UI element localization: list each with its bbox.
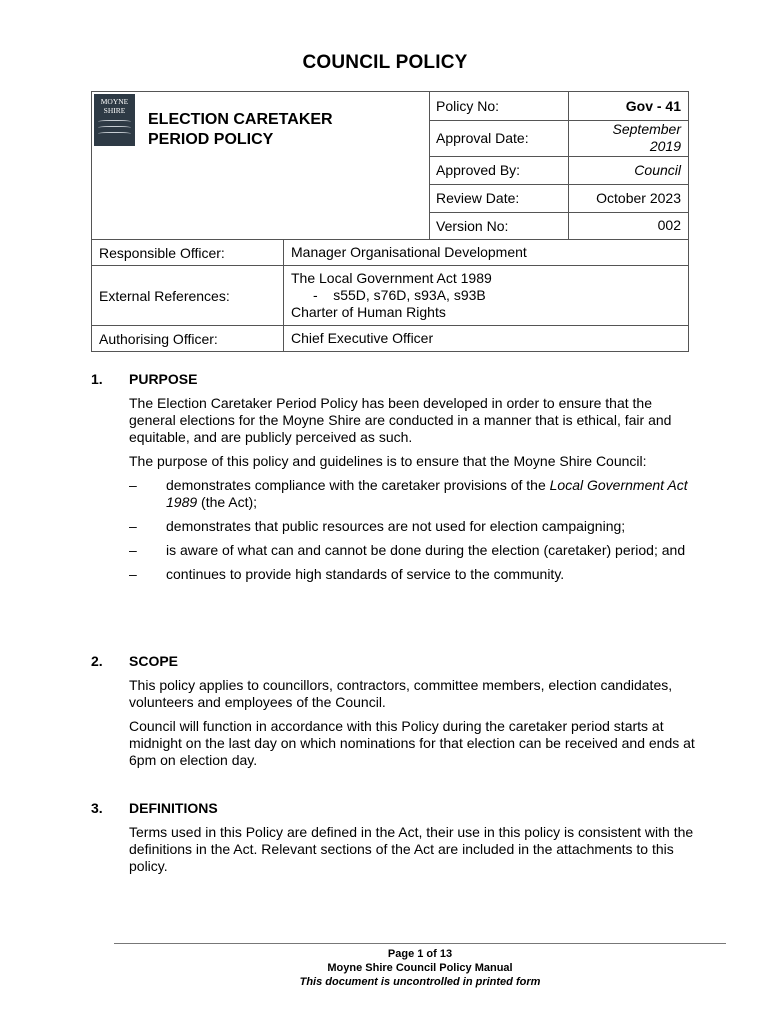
review-date-value: October 2023 <box>596 189 681 206</box>
logo-text-line2: SHIRE <box>103 106 126 115</box>
officers-table <box>91 239 689 352</box>
document-title-line1: ELECTION CARETAKER <box>148 111 333 128</box>
page-number: Page 1 of 13 <box>387 948 453 960</box>
authorising-officer-row <box>92 325 688 351</box>
external-reference-sections: - s55D, s76D, s93A, s93B <box>313 287 486 303</box>
section-number: 1. <box>91 371 103 387</box>
section-heading: PURPOSE <box>129 371 198 387</box>
section-paragraph: The Election Caretaker Period Policy has been developed in order to ensure that the general elections for the Moyne Shire are conducted in a manner that is ethical, fair and equitable, and are publicly perceived as such. <box>129 395 672 445</box>
dash-icon: – <box>129 566 137 582</box>
responsible-officer-value: Manager Organisational Development <box>291 244 527 260</box>
policy-header-table <box>91 91 689 240</box>
policy-header-left <box>92 92 430 239</box>
policy-no-label: Policy No: <box>429 92 569 120</box>
section-purpose <box>91 371 701 590</box>
bullet-item <box>129 477 701 511</box>
external-reference-act: The Local Government Act 1989 <box>291 270 492 286</box>
moyne-shire-logo <box>94 94 135 146</box>
external-references-row <box>92 265 688 325</box>
approved-by-value: Council <box>634 161 681 178</box>
approval-date-label: Approval Date: <box>429 120 569 156</box>
bullet-item <box>129 566 701 583</box>
version-no-label: Version No: <box>429 212 569 239</box>
authorising-officer-label: Authorising Officer: <box>92 326 284 351</box>
section-number: 3. <box>91 800 103 816</box>
external-references-label: External References: <box>92 266 284 325</box>
dash-icon: – <box>129 477 137 493</box>
bullet-text: continues to provide high standards of service to the community. <box>166 566 565 582</box>
section-scope <box>91 653 701 776</box>
section-paragraph: Council will function in accordance with this Policy during the caretaker period starts at midnight on the last day on which nominations for that election can be received and ends at 6pm on election day. <box>129 718 695 768</box>
policy-no-value: Gov - 41 <box>625 97 681 114</box>
section-paragraph: The purpose of this policy and guidelines is to ensure that the Moyne Shire Council: <box>129 453 647 469</box>
logo-wave-icon <box>98 120 131 124</box>
approval-date-month: September <box>612 121 681 137</box>
document-title-line2: PERIOD POLICY <box>148 131 274 148</box>
bullet-item <box>129 518 701 535</box>
manual-name: Moyne Shire Council Policy Manual <box>327 962 513 974</box>
section-heading: DEFINITIONS <box>129 800 218 816</box>
dash-icon: – <box>129 542 137 558</box>
footer-divider <box>114 943 726 944</box>
bullet-text: is aware of what can and cannot be done during the election (caretaker) period; and <box>166 542 686 558</box>
external-references-value <box>284 266 688 325</box>
section-paragraph: Terms used in this Policy are defined in the Act, their use in this policy is consistent with the definitions in the Act. Relevant sections of the Act are included in the attachments to this policy. <box>129 824 694 874</box>
section-heading: SCOPE <box>129 653 179 669</box>
page-footer <box>114 947 726 989</box>
review-date-row <box>429 184 688 213</box>
bullet-text: demonstrates compliance with the caretaker provisions of the <box>166 477 550 493</box>
authorising-officer-value: Chief Executive Officer <box>291 330 434 346</box>
responsible-officer-label: Responsible Officer: <box>92 240 284 265</box>
document-title <box>148 110 408 150</box>
dash-icon: – <box>129 518 137 534</box>
logo-wave-icon <box>98 126 131 130</box>
uncontrolled-note: This document is uncontrolled in printed form <box>299 976 541 988</box>
logo-text-line1: MOYNE <box>100 97 129 106</box>
page-title: COUNCIL POLICY <box>302 52 468 73</box>
logo-wave-icon <box>98 132 131 136</box>
section-number: 2. <box>91 653 103 669</box>
external-reference-charter: Charter of Human Rights <box>291 304 446 320</box>
responsible-officer-row <box>92 239 688 265</box>
approval-date-row <box>429 120 688 157</box>
version-no-row <box>429 212 688 239</box>
section-definitions <box>91 800 701 882</box>
version-no-value: 002 <box>657 217 681 233</box>
policy-details <box>429 92 688 239</box>
approved-by-row <box>429 156 688 185</box>
bullet-text: (the Act); <box>197 494 258 510</box>
policy-no-row <box>429 92 688 121</box>
review-date-label: Review Date: <box>429 184 569 212</box>
act-title: Local Government Act 1989 <box>166 477 688 510</box>
section-paragraph: This policy applies to councillors, contractors, committee members, election candidates, volunteers and employees of the Council. <box>129 677 673 710</box>
approval-date-value <box>569 120 688 156</box>
bullet-item <box>129 542 701 559</box>
approval-date-year: 2019 <box>649 138 681 154</box>
approved-by-label: Approved By: <box>429 156 569 184</box>
bullet-text: demonstrates that public resources are not used for election campaigning; <box>166 518 626 534</box>
